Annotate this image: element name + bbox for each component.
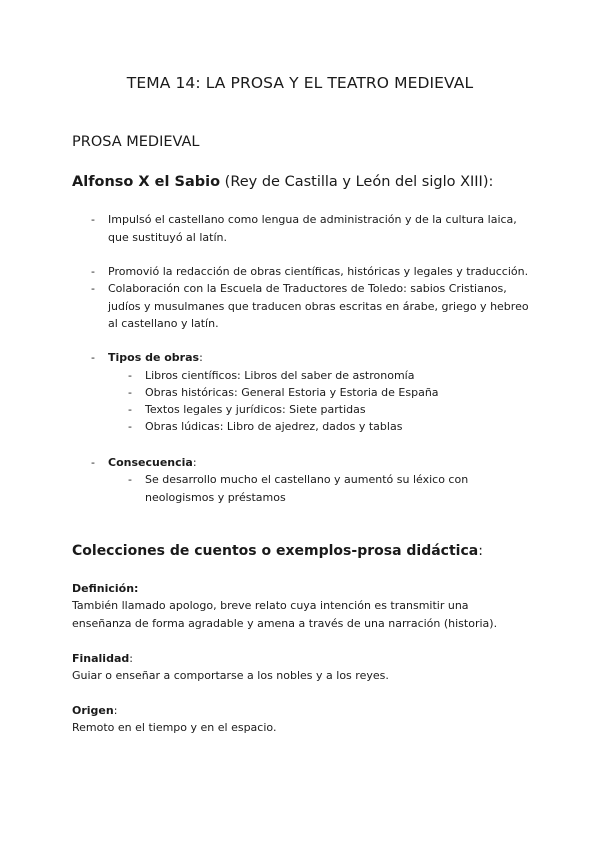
sub-list-item (128, 418, 528, 436)
definicion-label: Definición: (72, 582, 139, 595)
sub-list-item (128, 384, 528, 402)
heading-colecciones: Colecciones de cuentos o exemplos-prosa didáctica: (72, 543, 483, 559)
origen-label: Origen: (72, 704, 118, 717)
sub-list-item (128, 401, 528, 419)
list-item-consecuencia: - Consecuencia: (91, 454, 531, 472)
sub-list-item-text: Textos legales y jurídicos: Siete partidas (145, 403, 366, 416)
list-item (91, 211, 531, 246)
sub-list-item-text: Obras lúdicas: Libro de ajedrez, dados y tablas (145, 420, 403, 433)
list-item-tipos: - Tipos de obras: (91, 349, 531, 367)
heading-alfonso (72, 174, 493, 190)
sub-list-item (128, 367, 528, 385)
sub-list-item-text: Libros científicos: Libros del saber de astronomía (145, 369, 415, 382)
bullet-dash: - (91, 282, 95, 295)
section-heading-prosa-medieval: PROSA MEDIEVAL (72, 134, 200, 150)
alfonso-detail: (Rey de Castilla y León del siglo XIII): (220, 174, 494, 190)
bullet-dash: - (128, 473, 132, 486)
sub-list-item-text: Obras históricas: General Estoria y Estoria de España (145, 386, 439, 399)
list-item-text: Promovió la redacción de obras científicas, históricas y legales y traducción. (108, 265, 529, 278)
alfonso-name: Alfonso X el Sabio (72, 174, 221, 190)
bullet-dash: - (91, 213, 95, 226)
list-item-text: Colaboración con la Escuela de Traductores de Toledo: sabios Cristianos, judíos y musulmanes que traducen obras escritas en árabe, griego y hebreo al castellano y latín. (108, 282, 529, 330)
bullet-dash: - (91, 265, 95, 278)
finalidad-text: Guiar o enseñar a comportarse a los nobles y a los reyes. (72, 669, 389, 682)
finalidad-label: Finalidad: (72, 652, 133, 665)
sub-list-item-text: Se desarrollo mucho el castellano y aumentó su léxico con neologismos y préstamos (145, 473, 469, 504)
bullet-dash: - (128, 403, 132, 416)
bullet-dash: - (128, 420, 132, 433)
sub-list-item (128, 471, 524, 506)
list-item (91, 263, 531, 281)
bullet-dash: - (91, 456, 95, 469)
definicion-text: También llamado apologo, breve relato cuya intención es transmitir una enseñanza de forma agradable y amena a través de una narración (historia). (72, 599, 498, 630)
bullet-dash: - (128, 369, 132, 382)
page-title: TEMA 14: LA PROSA Y EL TEATRO MEDIEVAL (126, 74, 474, 92)
bullet-dash: - (91, 351, 95, 364)
origen-text: Remoto en el tiempo y en el espacio. (72, 721, 277, 734)
bullet-dash: - (128, 386, 132, 399)
list-item (91, 280, 531, 333)
consecuencia-label: Consecuencia (108, 456, 193, 469)
colecciones-title: Colecciones de cuentos o exemplos-prosa didáctica (72, 543, 479, 559)
tipos-label: Tipos de obras (108, 351, 200, 364)
list-item-text: Impulsó el castellano como lengua de administración y de la cultura laica, que sustituyó al latín. (108, 213, 517, 244)
